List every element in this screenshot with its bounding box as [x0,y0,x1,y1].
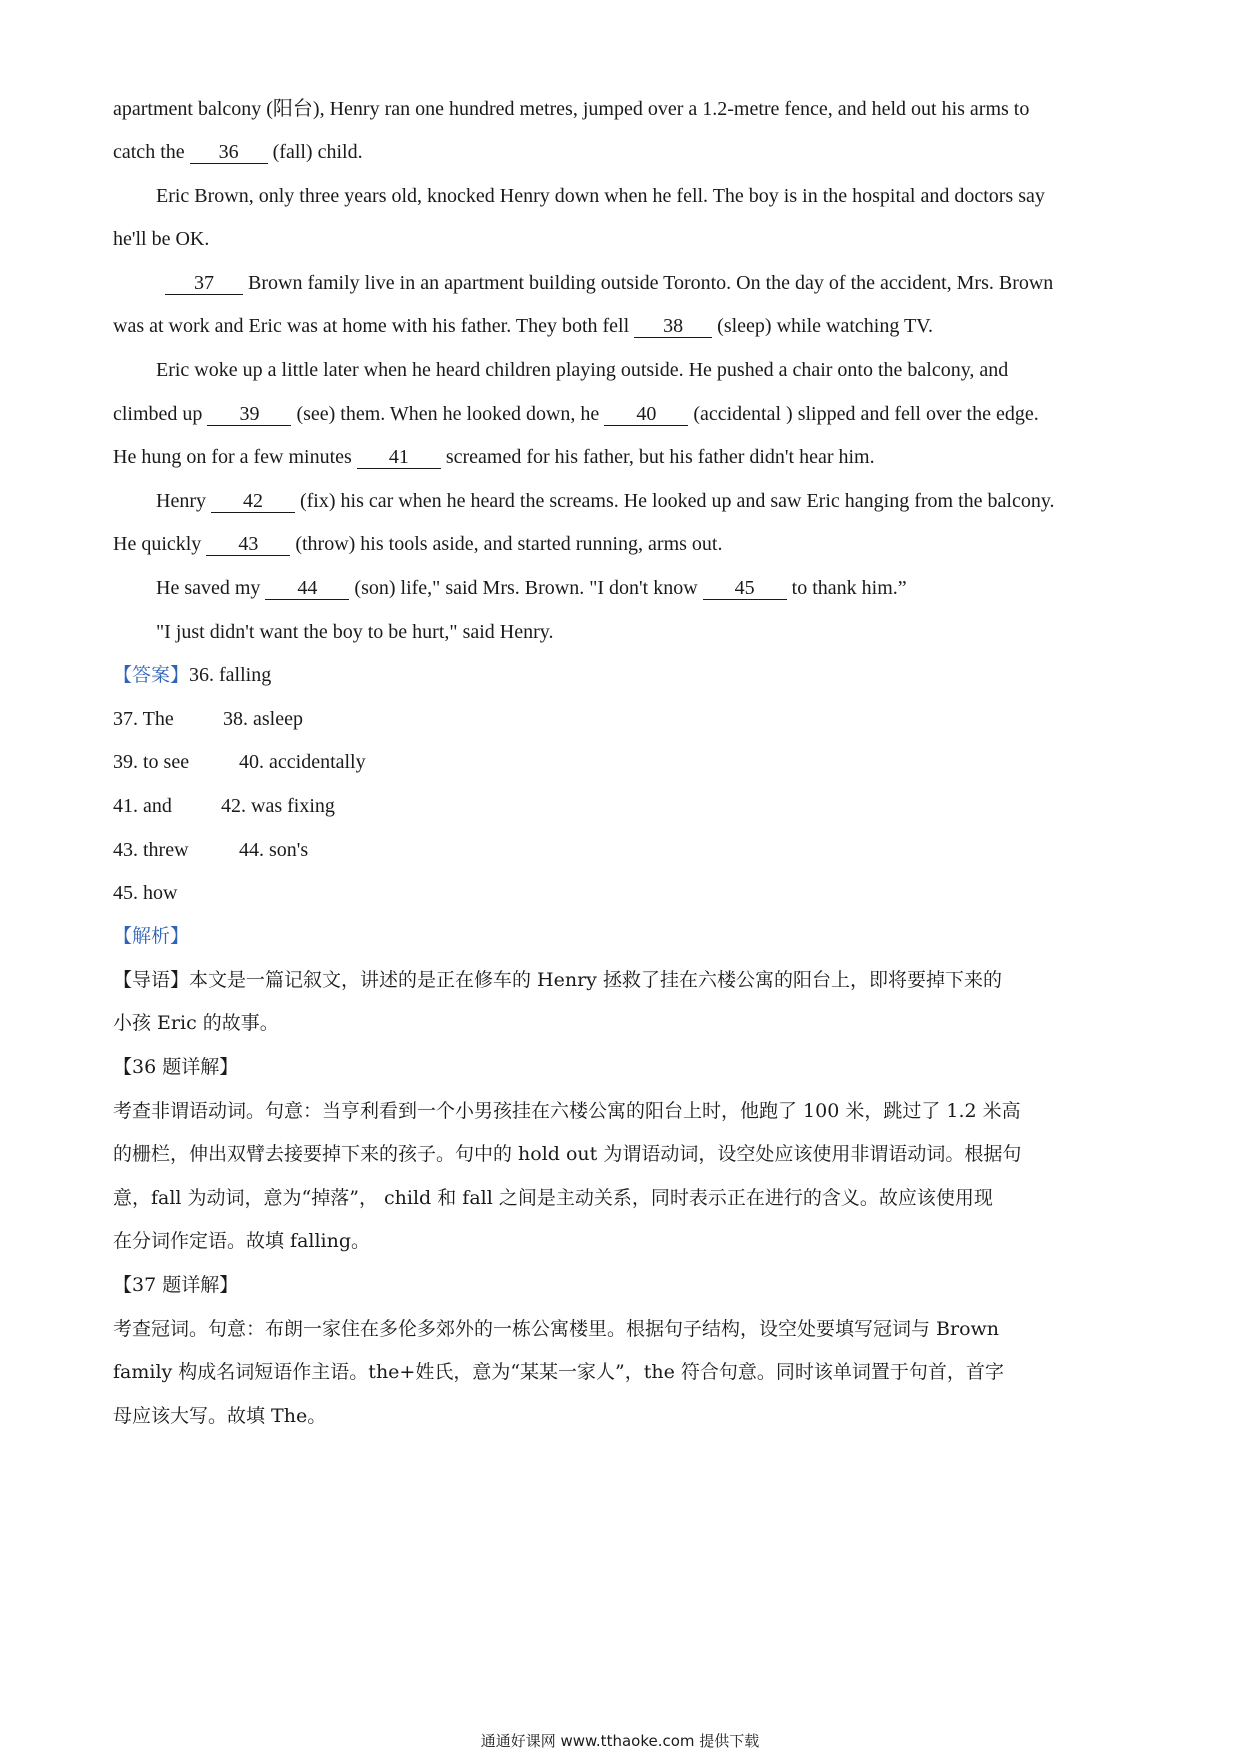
passage-line-3: Eric Brown, only three years old, knocked Henry down when he fell. The boy is in the hospital and doctors say [156,185,1045,207]
passage-line-1: apartment balcony (阳台), Henry ran one hundred metres, jumped over a 1.2-metre fence, and held out his arms to [113,98,1030,120]
answer-36: 36. falling [189,664,272,686]
passage-line-5 [165,270,1053,296]
blank-43: 43 [206,533,290,556]
answer-label: 【答案】 [113,664,190,686]
analysis-label: 【解析】 [113,925,190,947]
blank-36: 36 [190,141,268,164]
answer-38: 38. asleep [223,708,303,730]
text: (sleep) while watching TV. [717,315,934,337]
q36-title: 【36 题详解】 [113,1056,239,1078]
passage-line-8 [113,401,1039,427]
blank-42: 42 [211,490,295,513]
answer-row-3 [113,749,366,775]
q37-title: 【37 题详解】 [113,1274,239,1296]
text: screamed for his father, but his father didn't hear him. [445,446,875,468]
text: (accidental ) slipped and fell over the edge. [693,403,1039,425]
q36-line-2: 的栅栏，伸出双臂去接要掉下来的孩子。句中的 hold out 为谓语动词，设空处应该使用非谓语动词。根据句 [113,1143,1022,1165]
answer-39: 39. to see [113,751,190,773]
passage-line-7: Eric woke up a little later when he heard children playing outside. He pushed a chair onto the balcony, and [156,359,1009,381]
q37-line-3: 母应该大写。故填 The。 [113,1405,327,1427]
answer-row-5 [113,837,308,863]
answer-44: 44. son's [239,839,309,861]
passage-line-11 [113,531,722,557]
passage-line-9 [113,444,875,470]
blank-40: 40 [604,403,688,426]
passage-line-4: he'll be OK. [113,228,210,250]
answer-40: 40. accidentally [239,751,366,773]
answer-row-1 [113,662,271,688]
text: catch the [113,141,185,163]
text: to thank him.” [791,577,907,599]
text: He hung on for a few minutes [113,446,352,468]
text: Henry [156,490,206,512]
answer-43: 43. threw [113,839,189,861]
passage-line-6 [113,313,933,339]
text: He saved my [156,577,261,599]
blank-45: 45 [703,577,787,600]
text: was at work and Eric was at home with his father. They both fell [113,315,630,337]
page-footer: 通通好课网 www.tthaoke.com 提供下载 [480,1732,760,1750]
text: Brown family live in an apartment building outside Toronto. On the day of the accident, Mrs. Brown [248,272,1054,294]
text: climbed up [113,403,203,425]
q37-line-1: 考查冠词。句意：布朗一家住在多伦多郊外的一栋公寓楼里。根据句子结构，设空处要填写冠词与 Brown [113,1318,1000,1340]
blank-37: 37 [165,272,243,295]
blank-38: 38 [634,315,712,338]
text: (see) them. When he looked down, he [296,403,600,425]
text: (son) life," said Mrs. Brown. "I don't know [354,577,698,599]
blank-41: 41 [357,446,441,469]
q36-line-4: 在分词作定语。故填 falling。 [113,1230,371,1252]
answer-row-2 [113,706,303,732]
q36-line-3: 意，fall 为动词，意为“掉落”， child 和 fall 之间是主动关系，同时表示正在进行的含义。故应该使用现 [113,1187,993,1209]
text: (fall) child. [272,141,363,163]
blank-39: 39 [207,403,291,426]
answer-37: 37. The [113,708,174,730]
passage-line-13: "I just didn't want the boy to be hurt," said Henry. [156,621,554,643]
text: (fix) his car when he heard the screams. He looked up and saw Eric hanging from the balcony. [299,490,1055,512]
q36-line-1: 考查非谓语动词。句意：当亨利看到一个小男孩挂在六楼公寓的阳台上时，他跑了 100 米，跳过了 1.2 米高 [113,1100,1021,1122]
blank-44: 44 [265,577,349,600]
answer-42: 42. was fixing [221,795,335,817]
answer-41: 41. and [113,795,172,817]
text: He quickly [113,533,202,555]
passage-line-10 [156,488,1055,514]
q37-line-2: family 构成名词短语作主语。the+姓氏，意为“某某一家人”，the 符合句意。同时该单词置于句首，首字 [113,1361,1004,1383]
guide-line-2: 小孩 Eric 的故事。 [113,1012,279,1034]
answer-row-4 [113,793,335,819]
passage-line-2 [113,139,363,165]
passage-line-12 [156,575,907,601]
guide-line-1: 【导语】本文是一篇记叙文，讲述的是正在修车的 Henry 拯救了挂在六楼公寓的阳台上，即将要掉下来的 [113,969,1002,991]
text: (throw) his tools aside, and started running, arms out. [295,533,723,555]
answer-row-6: 45. how [113,882,178,904]
